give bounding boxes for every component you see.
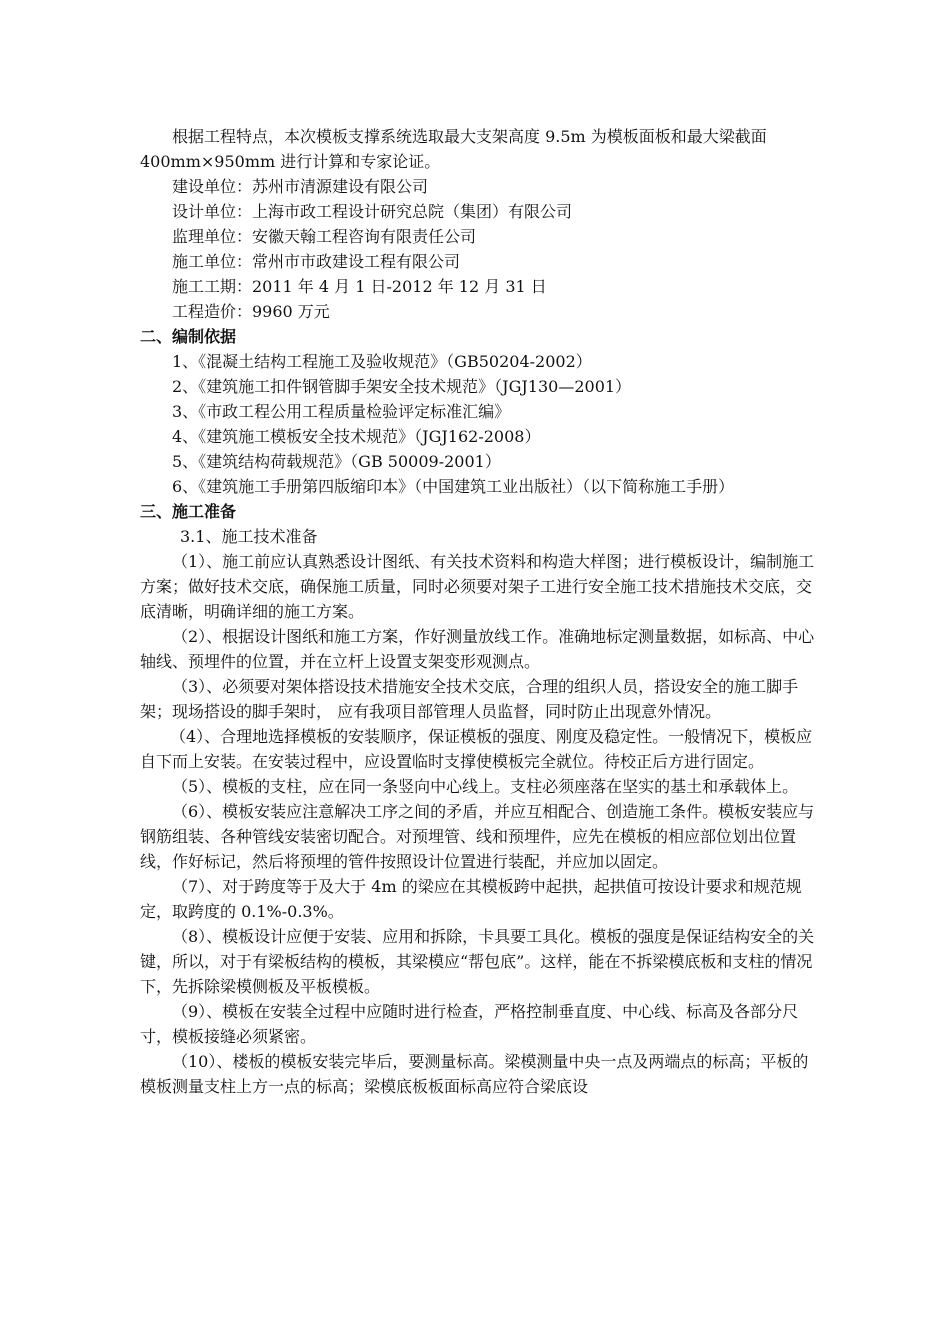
prep-paragraph: （9）、模板在安装全过程中应随时进行检查，严格控制垂直度、中心线、标高及各部分尺寸，模板接缝必须紧密。 bbox=[140, 1002, 799, 1046]
reference-item: 4、《建筑施工模板安全技术规范》（JGJ162-2008） bbox=[172, 427, 541, 446]
prep-paragraph: （2）、根据设计图纸和施工方案，作好测量放线工作。准确地标定测量数据，如标高、中心轴线、预埋件的位置，并在立杆上设置支架变形观测点。 bbox=[140, 627, 815, 671]
prep-paragraph: （10）、楼板的模板安装完毕后，要测量标高。梁模测量中央一点及两端点的标高；平板的模板测量支柱上方一点的标高；梁模底板板面标高应符合梁底设 bbox=[140, 1052, 809, 1096]
prep-paragraph: （1）、施工前应认真熟悉设计图纸、有关技术资料和构造大样图；进行模板设计，编制施工方案；做好技术交底，确保施工质量，同时必须要对架子工进行安全施工技术措施技术交底，交底清晰，明确详细的施工方案。 bbox=[140, 552, 815, 621]
reference-item: 5、《建筑结构荷载规范》（GB 50009-2001） bbox=[172, 452, 501, 471]
prep-paragraph: （4）、合理地选择模板的安装顺序，保证模板的强度、刚度及稳定性。一般情况下，模板应自下而上安装。在安装过程中，应设置临时支撑使模板完全就位。待校正后方进行固定。 bbox=[140, 727, 813, 771]
reference-item: 2、《建筑施工扣件钢管脚手架安全技术规范》（JGJ130—2001） bbox=[172, 377, 632, 396]
prep-paragraph: （6）、模板安装应注意解决工序之间的矛盾，并应互相配合、创造施工条件。模板安装应与钢筋组装、各种管线安装密切配合。对预埋管、线和预埋件，应先在模板的相应部位划出位置线，作好标记，然后将预埋的管件按照设计位置进行装配，并应加以固定。 bbox=[140, 802, 815, 871]
section3-subtitle: 3.1、施工技术准备 bbox=[180, 527, 318, 546]
section2-heading: 二、编制依据 bbox=[140, 327, 237, 346]
project-info-supervisor: 监理单位：安徽天翰工程咨询有限责任公司 bbox=[172, 227, 477, 246]
project-info-constructor: 施工单位：常州市市政建设工程有限公司 bbox=[172, 252, 461, 271]
prep-paragraph: （8）、模板设计应便于安装、应用和拆除，卡具要工具化。模板的强度是保证结构安全的关键，所以，对于有梁板结构的模板，其梁模应“帮包底”。这样，能在不拆梁模底板和支柱的情况下，先拆除梁模侧板及平板模板。 bbox=[140, 927, 815, 996]
prep-paragraph: （7）、对于跨度等于及大于 4m 的梁应在其模板跨中起拱，起拱值可按设计要求和规范规定，取跨度的 0.1%-0.3%。 bbox=[140, 877, 802, 921]
prep-paragraph: （3）、必须要对架体搭设技术措施安全技术交底，合理的组织人员，搭设安全的施工脚手架；现场搭设的脚手架时， 应有我项目部管理人员监督，同时防止出现意外情况。 bbox=[140, 677, 799, 721]
section3-heading: 三、施工准备 bbox=[140, 502, 237, 521]
project-info-designer: 设计单位：上海市政工程设计研究总院（集团）有限公司 bbox=[172, 202, 573, 221]
project-info-period: 施工工期：2011 年 4 月 1 日-2012 年 12 月 31 日 bbox=[172, 277, 547, 296]
reference-item: 6、《建筑施工手册第四版缩印本》（中国建筑工业出版社）（以下简称施工手册） bbox=[172, 477, 735, 496]
project-info-builder: 建设单位：苏州市清源建设有限公司 bbox=[172, 177, 429, 196]
intro-paragraph: 根据工程特点，本次模板支撑系统选取最大支架高度 9.5m 为模板面板和最大梁截面 400mm×950mm 进行计算和专家论证。 bbox=[140, 127, 767, 171]
prep-paragraph: （5）、模板的支柱，应在同一条竖向中心线上。支柱必须座落在坚实的基土和承载体上。 bbox=[172, 777, 799, 796]
reference-item: 1、《混凝土结构工程施工及验收规范》（GB50204-2002） bbox=[172, 352, 592, 371]
reference-item: 3、《市政工程公用工程质量检验评定标准汇编》 bbox=[172, 402, 511, 421]
project-info-cost: 工程造价：9960 万元 bbox=[172, 302, 330, 321]
